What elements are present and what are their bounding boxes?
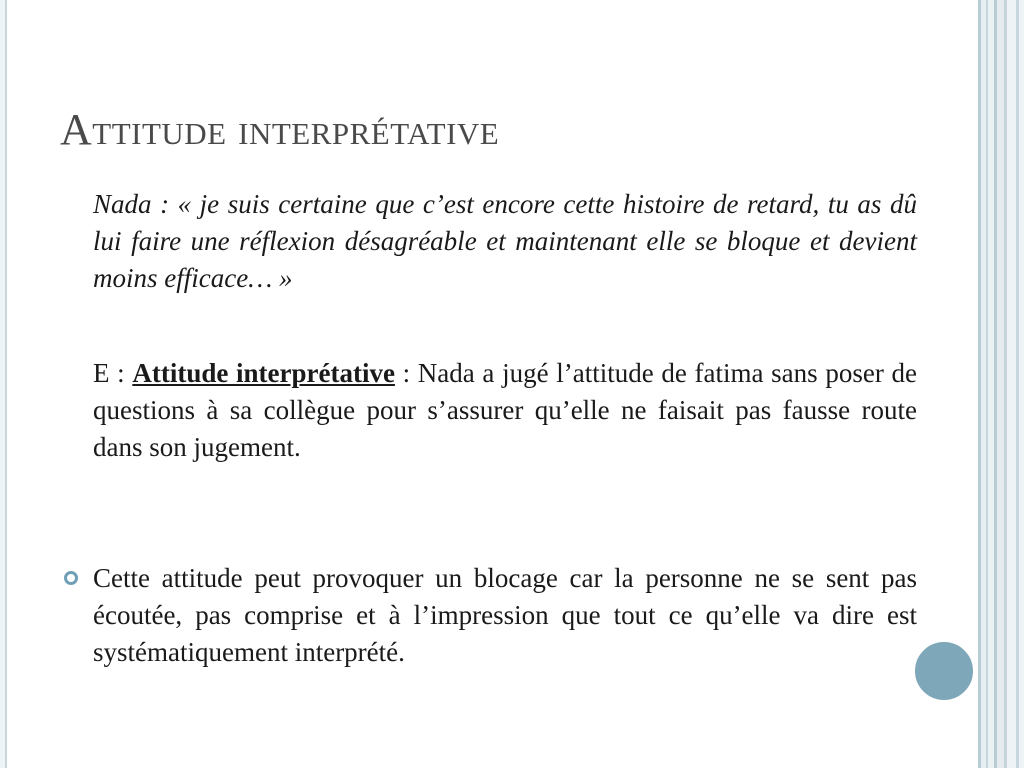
left-edge-decoration xyxy=(0,0,10,768)
analysis-prefix: E : xyxy=(93,358,133,388)
ring-bullet-icon xyxy=(64,571,78,585)
slide-title: Attitude interprétative xyxy=(60,105,500,154)
right-stripes-decoration xyxy=(974,0,1024,768)
analysis-text: : Nada a jugé l’attitude de fatima sans poser de questions à sa collègue pour s’assurer qu’elle ne faisait pas fausse route dans son jugement. xyxy=(93,358,917,462)
circle-decoration-icon xyxy=(913,640,975,702)
analysis-paragraph xyxy=(93,355,917,466)
quote-paragraph: Nada : « je suis certaine que c’est encore cette histoire de retard, tu as dû lui faire une réflexion désagréable et maintenant elle se bloque et devient moins efficace… » xyxy=(93,189,917,293)
analysis-term: Attitude interprétative xyxy=(132,358,395,388)
bullet-paragraph: Cette attitude peut provoquer un blocage car la personne ne se sent pas écoutée, pas comprise et à l’impression que tout ce qu’elle va dire est systématiquement interprété. xyxy=(93,563,917,667)
